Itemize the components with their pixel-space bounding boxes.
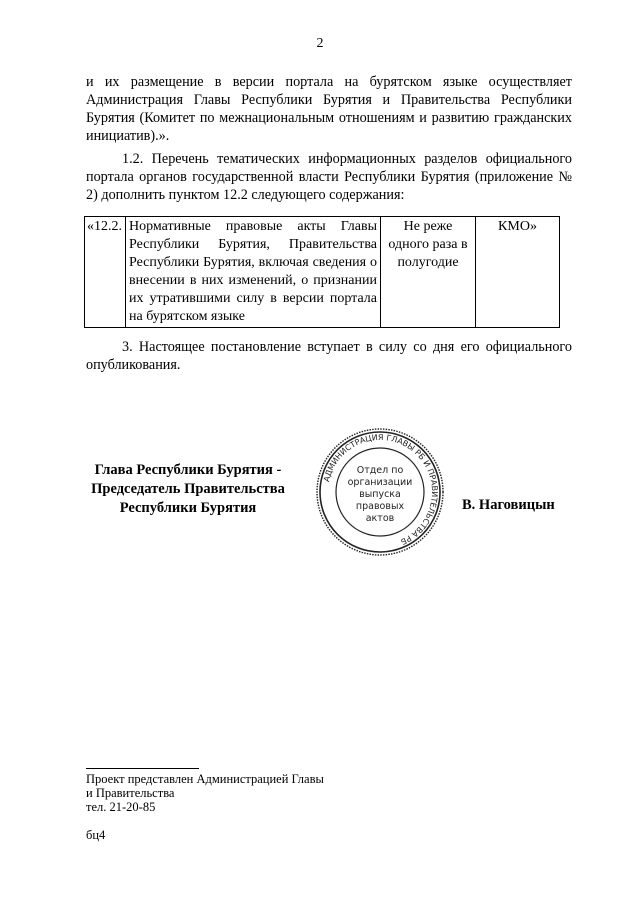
official-stamp: [314, 426, 446, 558]
document-code: бц4: [86, 828, 106, 842]
row-period-cell: Не реже одного раза в полугодие: [381, 217, 476, 328]
footer-line: и Правительства: [86, 786, 175, 800]
footer-divider: [86, 768, 199, 769]
footer-line: тел. 21-20-85: [86, 800, 156, 814]
row-responsible-cell: КМО»: [476, 217, 560, 328]
table-row: [85, 217, 560, 328]
footer-note: [86, 772, 324, 814]
row-name-cell: Нормативные правовые акты Главы Республики Бурятия, Правительства Республики Бурятия, включая сведения о внесении в них изменений, о признании их утратившими силу в версии портала на бурятском языке: [126, 217, 381, 328]
paragraph-1-2: 1.2. Перечень тематических информационных разделов официального портала органов государственной власти Республики Бурятия (приложение № 2) дополнить пунктом 12.2 следующего содержания:: [86, 151, 572, 203]
signatory-name: В. Наговицын: [462, 497, 555, 513]
stamp-inner-line: выпуска: [359, 489, 401, 500]
row-number-cell: «12.2.: [85, 217, 126, 328]
paragraph-3: 3. Настоящее постановление вступает в силу со дня его официального опубликования.: [86, 339, 572, 373]
stamp-inner-line: правовых: [355, 501, 405, 512]
stamp-inner-line: организации: [347, 477, 413, 488]
signatory-title-line: Глава Республики Бурятия -: [94, 462, 282, 478]
signatory-title-line: Председатель Правительства: [91, 481, 285, 497]
page-number: 2: [316, 36, 324, 51]
signatory-title: [78, 461, 298, 518]
stamp-inner-line: Отдел по: [356, 465, 404, 476]
footer-line: Проект представлен Администрацией Главы: [86, 772, 324, 786]
stamp-inner-line: актов: [365, 513, 395, 524]
stamp-outer-text: АДМИНИСТРАЦИЯ ГЛАВЫ РБ И ПРАВИТЕЛЬСТВА РБ: [322, 432, 440, 547]
signatory-title-line: Республики Бурятия: [119, 500, 257, 516]
paragraph-continuation: и их размещение в версии портала на бурятском языке осуществляет Администрация Главы Республики Бурятия и Правительства Республики Бурятия (Комитет по межнациональным отношениям и развитию гражданских инициатив).».: [86, 74, 572, 144]
thematic-sections-table: [84, 216, 560, 328]
